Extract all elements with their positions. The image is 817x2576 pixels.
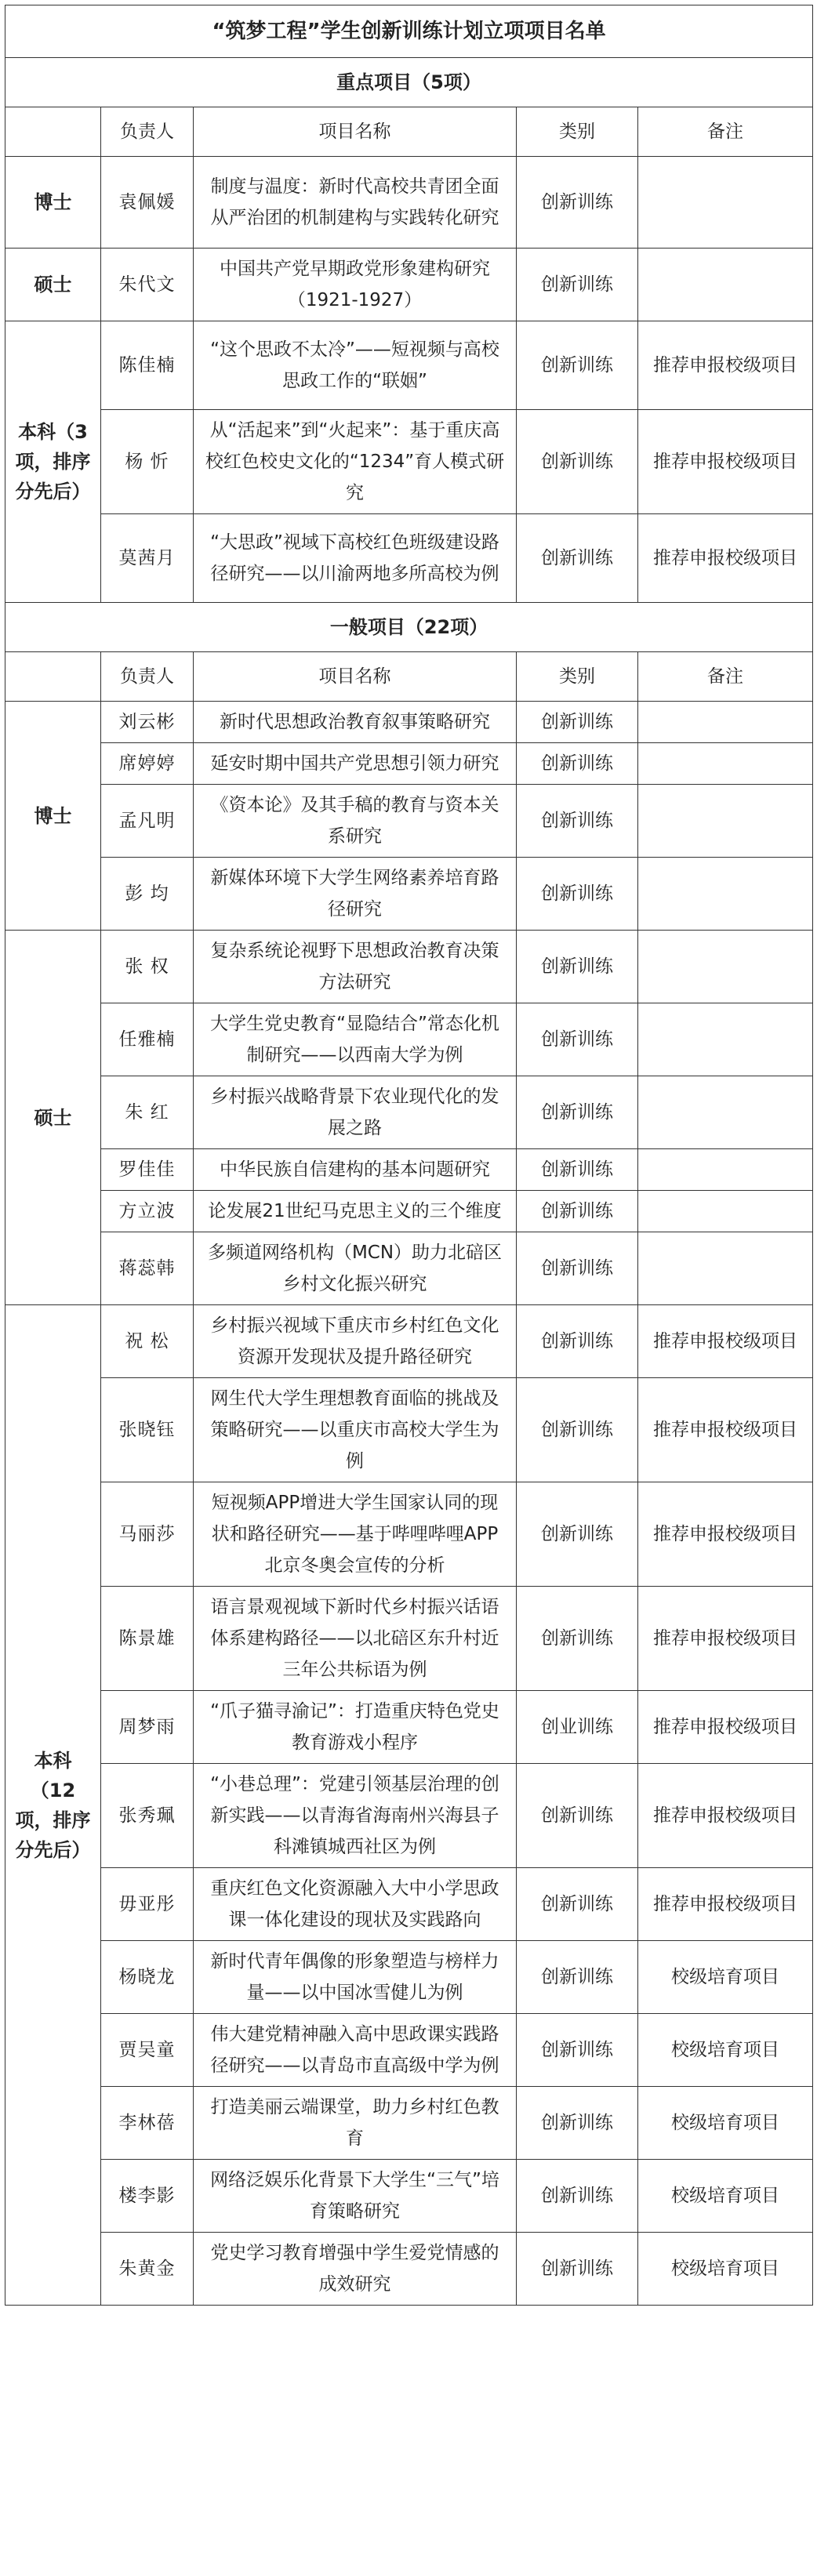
table-row (5, 1868, 813, 1941)
note-cell: 推荐申报校级项目 (638, 410, 813, 514)
column-header-type: 类别 (517, 652, 638, 702)
category-cell: 硕士 (5, 249, 101, 321)
table-row (5, 1587, 813, 1691)
type-cell: 创新训练 (517, 1076, 638, 1149)
leader-cell: 席婷婷 (101, 743, 194, 785)
section-heading-row (5, 603, 813, 652)
type-cell: 创新训练 (517, 157, 638, 249)
note-cell: 校级培育项目 (638, 1941, 813, 2014)
leader-cell: 孟凡明 (101, 785, 194, 858)
table-body (5, 5, 813, 2306)
project-name-cell: “小巷总理”：党建引领基层治理的创新实践——以青海省海南州兴海县子科滩镇城西社区为例 (194, 1764, 517, 1868)
note-cell: 推荐申报校级项目 (638, 1764, 813, 1868)
project-table (5, 5, 813, 2306)
document-title: “筑梦工程”学生创新训练计划立项项目名单 (5, 5, 813, 58)
project-name-cell: 大学生党史教育“显隐结合”常态化机制研究——以西南大学为例 (194, 1003, 517, 1076)
leader-cell: 陈景雄 (101, 1587, 194, 1691)
note-cell (638, 1003, 813, 1076)
leader-cell: 朱代文 (101, 249, 194, 321)
table-row (5, 1482, 813, 1587)
type-cell: 创新训练 (517, 514, 638, 603)
project-name-cell: 伟大建党精神融入高中思政课实践路径研究——以青岛市直高级中学为例 (194, 2014, 517, 2087)
note-cell (638, 785, 813, 858)
note-cell: 校级培育项目 (638, 2087, 813, 2160)
leader-cell: 马丽莎 (101, 1482, 194, 1587)
note-cell: 校级培育项目 (638, 2233, 813, 2306)
note-cell (638, 858, 813, 931)
table-row (5, 321, 813, 410)
leader-cell: 张秀珮 (101, 1764, 194, 1868)
note-cell: 推荐申报校级项目 (638, 1305, 813, 1378)
column-header-leader: 负责人 (101, 107, 194, 157)
table-row (5, 2233, 813, 2306)
table-row (5, 249, 813, 321)
leader-cell: 方立波 (101, 1191, 194, 1232)
note-cell: 推荐申报校级项目 (638, 321, 813, 410)
table-row (5, 2160, 813, 2233)
note-cell (638, 1191, 813, 1232)
table-row (5, 1149, 813, 1191)
category-cell: 本科（12项，排序分先后） (5, 1305, 101, 2306)
type-cell: 创新训练 (517, 249, 638, 321)
leader-cell: 李林蓓 (101, 2087, 194, 2160)
leader-cell: 彭 均 (101, 858, 194, 931)
table-row (5, 410, 813, 514)
column-header-project: 项目名称 (194, 107, 517, 157)
type-cell: 创新训练 (517, 410, 638, 514)
type-cell: 创新训练 (517, 1305, 638, 1378)
project-name-cell: 新媒体环境下大学生网络素养培育路径研究 (194, 858, 517, 931)
type-cell: 创新训练 (517, 2014, 638, 2087)
project-name-cell: 延安时期中国共产党思想引领力研究 (194, 743, 517, 785)
project-name-cell: 打造美丽云端课堂，助力乡村红色教育 (194, 2087, 517, 2160)
project-name-cell: 短视频APP增进大学生国家认同的现状和路径研究——基于哔哩哔哩APP北京冬奥会宣传的分析 (194, 1482, 517, 1587)
note-cell (638, 1076, 813, 1149)
project-name-cell: 中华民族自信建构的基本问题研究 (194, 1149, 517, 1191)
table-row (5, 1691, 813, 1764)
column-header-note: 备注 (638, 107, 813, 157)
table-row (5, 2014, 813, 2087)
section-heading: 一般项目（22项） (5, 603, 813, 652)
project-name-cell: 制度与温度：新时代高校共青团全面从严治团的机制建构与实践转化研究 (194, 157, 517, 249)
table-row (5, 157, 813, 249)
leader-cell: 毋亚彤 (101, 1868, 194, 1941)
leader-cell: 周梦雨 (101, 1691, 194, 1764)
leader-cell: 杨 忻 (101, 410, 194, 514)
note-cell (638, 1232, 813, 1305)
leader-cell: 杨晓龙 (101, 1941, 194, 2014)
note-cell: 推荐申报校级项目 (638, 1868, 813, 1941)
column-header-category (5, 652, 101, 702)
table-row (5, 1191, 813, 1232)
category-cell: 博士 (5, 157, 101, 249)
leader-cell: 张晓钰 (101, 1378, 194, 1482)
project-name-cell: 《资本论》及其手稿的教育与资本关系研究 (194, 785, 517, 858)
note-cell (638, 157, 813, 249)
table-row (5, 858, 813, 931)
table-row (5, 702, 813, 743)
table-row (5, 1076, 813, 1149)
note-cell (638, 702, 813, 743)
table-row (5, 785, 813, 858)
document (5, 5, 812, 2306)
column-header-note: 备注 (638, 652, 813, 702)
note-cell: 校级培育项目 (638, 2160, 813, 2233)
leader-cell: 任雅楠 (101, 1003, 194, 1076)
type-cell: 创新训练 (517, 1003, 638, 1076)
type-cell: 创新训练 (517, 2160, 638, 2233)
leader-cell: 刘云彬 (101, 702, 194, 743)
type-cell: 创新训练 (517, 702, 638, 743)
type-cell: 创新训练 (517, 1764, 638, 1868)
type-cell: 创新训练 (517, 321, 638, 410)
type-cell: 创新训练 (517, 1941, 638, 2014)
column-header-row (5, 652, 813, 702)
project-name-cell: “爪子猫寻渝记”：打造重庆特色党史教育游戏小程序 (194, 1691, 517, 1764)
column-header-category (5, 107, 101, 157)
project-name-cell: “这个思政不太冷”——短视频与高校思政工作的“联姻” (194, 321, 517, 410)
project-name-cell: 多频道网络机构（MCN）助力北碚区乡村文化振兴研究 (194, 1232, 517, 1305)
category-cell: 本科（3项，排序分先后） (5, 321, 101, 603)
type-cell: 创新训练 (517, 785, 638, 858)
category-cell: 博士 (5, 702, 101, 931)
type-cell: 创新训练 (517, 1482, 638, 1587)
note-cell (638, 1149, 813, 1191)
table-row (5, 1003, 813, 1076)
note-cell (638, 743, 813, 785)
type-cell: 创新训练 (517, 2087, 638, 2160)
category-cell: 硕士 (5, 931, 101, 1305)
type-cell: 创新训练 (517, 858, 638, 931)
column-header-leader: 负责人 (101, 652, 194, 702)
project-name-cell: 论发展21世纪马克思主义的三个维度 (194, 1191, 517, 1232)
note-cell: 推荐申报校级项目 (638, 1482, 813, 1587)
note-cell: 推荐申报校级项目 (638, 1691, 813, 1764)
leader-cell: 张 权 (101, 931, 194, 1003)
project-name-cell: 语言景观视域下新时代乡村振兴话语体系建构路径——以北碚区东升村近三年公共标语为例 (194, 1587, 517, 1691)
table-row (5, 514, 813, 603)
leader-cell: 贾吴童 (101, 2014, 194, 2087)
table-row (5, 1232, 813, 1305)
type-cell: 创新训练 (517, 2233, 638, 2306)
type-cell: 创新训练 (517, 1149, 638, 1191)
type-cell: 创新训练 (517, 1868, 638, 1941)
table-row (5, 931, 813, 1003)
type-cell: 创新训练 (517, 1232, 638, 1305)
type-cell: 创新训练 (517, 743, 638, 785)
leader-cell: 莫茜月 (101, 514, 194, 603)
type-cell: 创新训练 (517, 1378, 638, 1482)
column-header-project: 项目名称 (194, 652, 517, 702)
leader-cell: 陈佳楠 (101, 321, 194, 410)
leader-cell: 祝 松 (101, 1305, 194, 1378)
project-name-cell: 从“活起来”到“火起来”：基于重庆高校红色校史文化的“1234”育人模式研究 (194, 410, 517, 514)
table-row (5, 2087, 813, 2160)
project-name-cell: 新时代思想政治教育叙事策略研究 (194, 702, 517, 743)
section-heading-row (5, 58, 813, 107)
note-cell: 推荐申报校级项目 (638, 1378, 813, 1482)
note-cell: 推荐申报校级项目 (638, 1587, 813, 1691)
table-row (5, 1305, 813, 1378)
column-header-row (5, 107, 813, 157)
note-cell: 校级培育项目 (638, 2014, 813, 2087)
type-cell: 创新训练 (517, 1191, 638, 1232)
project-name-cell: 乡村振兴视域下重庆市乡村红色文化资源开发现状及提升路径研究 (194, 1305, 517, 1378)
table-row (5, 1764, 813, 1868)
type-cell: 创业训练 (517, 1691, 638, 1764)
project-name-cell: 网络泛娱乐化背景下大学生“三气”培育策略研究 (194, 2160, 517, 2233)
table-row (5, 1378, 813, 1482)
project-name-cell: “大思政”视域下高校红色班级建设路径研究——以川渝两地多所高校为例 (194, 514, 517, 603)
leader-cell: 楼李影 (101, 2160, 194, 2233)
project-name-cell: 党史学习教育增强中学生爱党情感的成效研究 (194, 2233, 517, 2306)
note-cell (638, 931, 813, 1003)
project-name-cell: 中国共产党早期政党形象建构研究（1921-1927） (194, 249, 517, 321)
leader-cell: 袁佩媛 (101, 157, 194, 249)
project-name-cell: 重庆红色文化资源融入大中小学思政课一体化建设的现状及实践路向 (194, 1868, 517, 1941)
leader-cell: 朱黄金 (101, 2233, 194, 2306)
leader-cell: 朱 红 (101, 1076, 194, 1149)
note-cell (638, 249, 813, 321)
column-header-type: 类别 (517, 107, 638, 157)
table-row (5, 743, 813, 785)
project-name-cell: 新时代青年偶像的形象塑造与榜样力量——以中国冰雪健儿为例 (194, 1941, 517, 2014)
leader-cell: 蒋蕊韩 (101, 1232, 194, 1305)
project-name-cell: 复杂系统论视野下思想政治教育决策方法研究 (194, 931, 517, 1003)
project-name-cell: 网生代大学生理想教育面临的挑战及策略研究——以重庆市高校大学生为例 (194, 1378, 517, 1482)
project-name-cell: 乡村振兴战略背景下农业现代化的发展之路 (194, 1076, 517, 1149)
type-cell: 创新训练 (517, 1587, 638, 1691)
section-heading: 重点项目（5项） (5, 58, 813, 107)
leader-cell: 罗佳佳 (101, 1149, 194, 1191)
type-cell: 创新训练 (517, 931, 638, 1003)
table-row (5, 1941, 813, 2014)
note-cell: 推荐申报校级项目 (638, 514, 813, 603)
title-row (5, 5, 813, 58)
